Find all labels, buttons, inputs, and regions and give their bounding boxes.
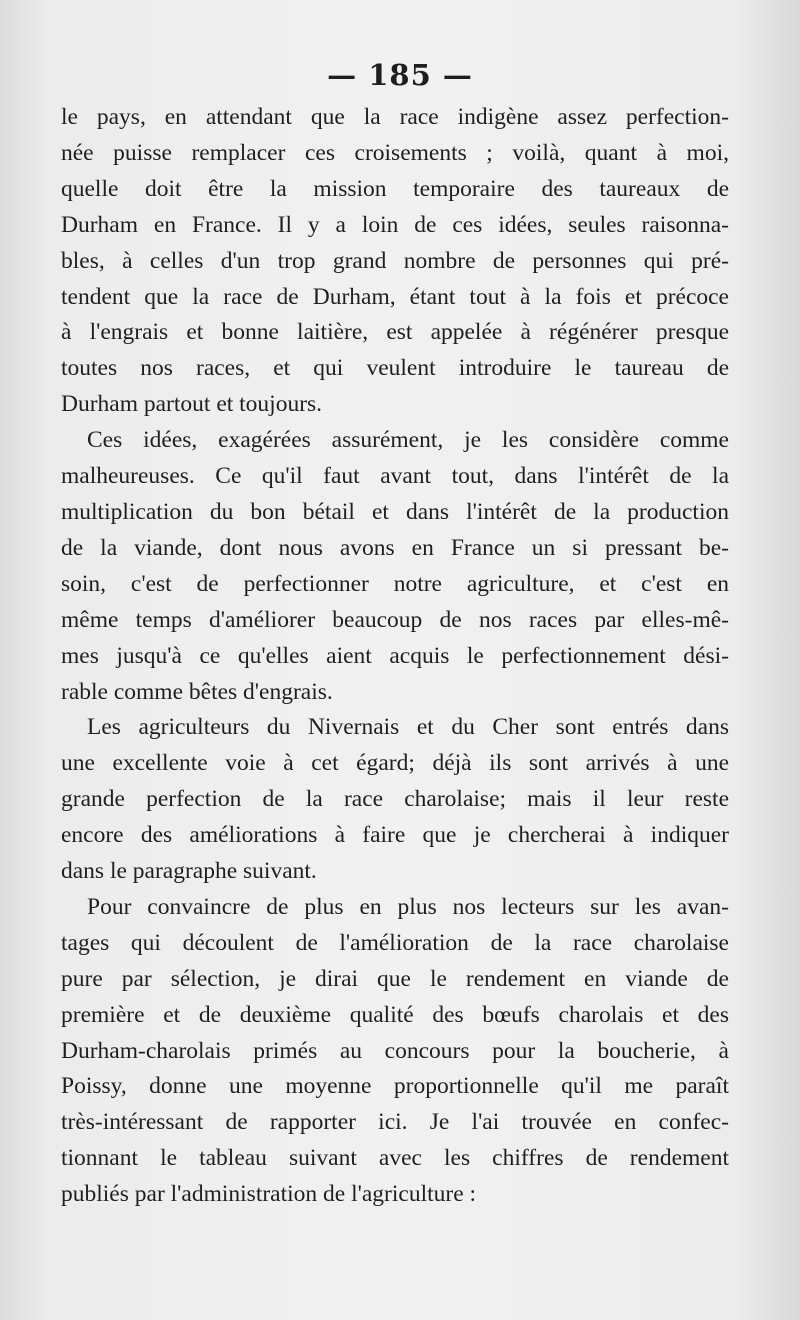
text-line: pure par sélection, je dirai que le rendement en viande de <box>61 965 729 992</box>
text-line: malheureuses. Ce qu'il faut avant tout, dans l'intérêt de la <box>61 463 729 490</box>
text-line: encore des améliorations à faire que je chercherai à indiquer <box>61 822 729 849</box>
text-line: rable comme bêtes d'engrais. <box>61 678 333 705</box>
text-line: tages qui découlent de l'amélioration de la race charolaise <box>61 929 729 956</box>
text-line: une excellente voie à cet égard; déjà ils sont arrivés à une <box>61 750 729 777</box>
paragraph-start-line: Les agriculteurs du Nivernais et du Cher sont entrés dans <box>87 714 729 741</box>
text-line: Durham-charolais primés au concours pour la boucherie, à <box>61 1037 729 1064</box>
text-line: née puisse remplacer ces croisements ; voilà, quant à moi, <box>61 139 729 166</box>
text-line: tendent que la race de Durham, étant tout à la fois et précoce <box>61 283 729 310</box>
text-line: multiplication du bon bétail et dans l'intérêt de la production <box>61 498 729 525</box>
text-line: toutes nos races, et qui veulent introduire le taureau de <box>61 355 729 382</box>
text-line: Durham partout et toujours. <box>61 391 323 418</box>
text-line: Durham en France. Il y a loin de ces idées, seules raisonna- <box>61 211 729 238</box>
text-line: soin, c'est de perfectionner notre agriculture, et c'est en <box>61 570 729 597</box>
text-line: publiés par l'administration de l'agriculture : <box>61 1181 477 1208</box>
paragraph-start-line: Ces idées, exagérées assurément, je les considère comme <box>87 427 729 454</box>
text-line: Poissy, donne une moyenne proportionnelle qu'il me paraît <box>61 1073 729 1100</box>
text-line: même temps d'améliorer beaucoup de nos races par elles-mê- <box>61 606 729 633</box>
text-line: quelle doit être la mission temporaire des taureaux de <box>61 175 729 202</box>
paragraph-start-line: Pour convaincre de plus en plus nos lecteurs sur les avan- <box>87 893 729 920</box>
text-line: bles, à celles d'un trop grand nombre de personnes qui pré- <box>61 247 729 274</box>
text-line: à l'engrais et bonne laitière, est appelée à régénérer presque <box>61 319 729 346</box>
text-line: mes jusqu'à ce qu'elles aient acquis le perfectionnement dési- <box>61 642 729 669</box>
body-text <box>61 100 729 1213</box>
text-line: première et de deuxième qualité des bœufs charolais et des <box>61 1001 729 1028</box>
text-line: tionnant le tableau suivant avec les chiffres de rendement <box>61 1145 729 1172</box>
page-number: — 185 — <box>327 58 473 92</box>
text-line: très-intéressant de rapporter ici. Je l'ai trouvée en confec- <box>61 1109 729 1136</box>
text-line: de la viande, dont nous avons en France un si pressant be- <box>61 534 729 561</box>
text-line: le pays, en attendant que la race indigène assez perfection- <box>61 104 729 130</box>
text-line: grande perfection de la race charolaise; mais il leur reste <box>61 786 729 813</box>
text-line: dans le paragraphe suivant. <box>61 858 317 885</box>
